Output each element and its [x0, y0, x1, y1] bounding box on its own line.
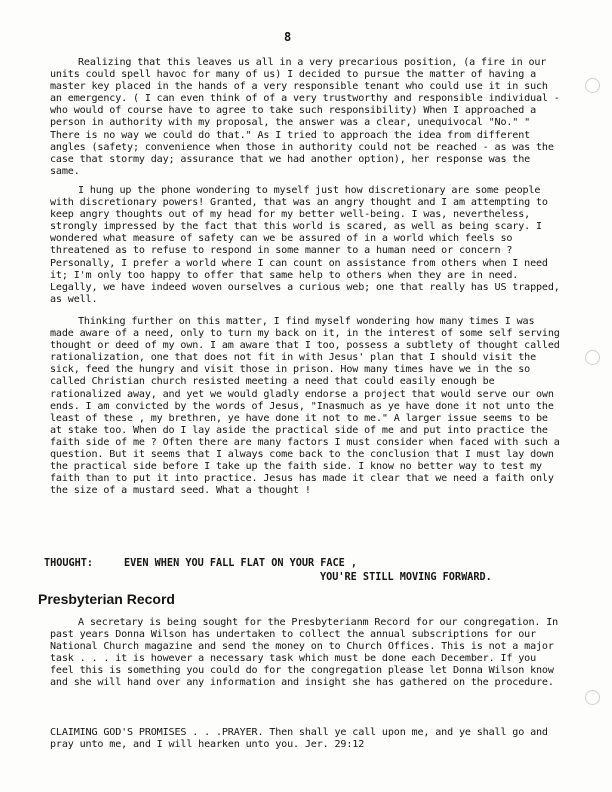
paragraph-master-key: [50, 57, 560, 178]
paragraph-text: Realizing that this leaves us all in a very precarious position, (a fire in our units could spell havoc for many of us) I decided to pursue the matter of having a master key placed in the hands of a very responsible tenant who could use it in such an emergency. ( I can even think of of a very trustworthy and responsible individual - who would of course have to agree to take such responsibility) When I approached a person in authority with my proposal, the answer was a clear, unequivocal "No." " There is no way we could do that." As I tried to approach the idea from different angles (safety; convenience when those in authority could not be reached - as was the case that stormy day; assurance that we had another option), her response was the same.: [50, 57, 560, 177]
page-number: 8: [284, 30, 292, 44]
paragraph-text: I hung up the phone wondering to myself just how discretionary are some people with discretionary powers! Granted, that was an angry thought and I am attempting to keep angry thoughts out of my head for my better well-being. I was, nevertheless, strongly impressed by the fact that this world is scared, as well as being scary. I wondered what measure of safety can we be assured of in a world which feels so threatened as to refuse to respond in some manner to a human need or concern ? Personally, I prefer a world where I can count on assistance from others when I need it; I'm only too happy to offer that same help to others when they are in need. Legally, we have indeed woven ourselves a curious web; one that really has US trapped, as well.: [50, 185, 560, 305]
thought-label: THOUGHT:: [44, 558, 94, 569]
paragraph-presbyterian-record: [50, 617, 560, 690]
section-heading: Presbyterian Record: [38, 591, 175, 607]
punch-hole: [585, 78, 600, 93]
punch-hole: [585, 690, 600, 705]
paragraph-claiming-promises: [50, 727, 560, 751]
punch-hole: [585, 350, 600, 365]
thought-line-1: EVEN WHEN YOU FALL FLAT ON YOUR FACE ,: [124, 558, 358, 569]
paragraph-text: A secretary is being sought for the Presbyterianm Record for our congregation. In past years Donna Wilson has undertaken to collect the annual subscriptions for our National Church magazine and send the money on to Church Offices. This is not a major task . . . it is however a necessary task which must be done each December. If you feel this is something you could do for the congregation please let Donna Wilson know and she will hand over any information and insight she has gathered on the procedure.: [50, 617, 559, 689]
thought-block: [44, 557, 544, 585]
paragraph-text: CLAIMING GOD'S PROMISES . . .PRAYER. Then shall ye call upon me, and ye shall go and pray unto me, and I will hearken unto you. Jer. 29:12: [50, 727, 548, 751]
paragraph-discretionary-powers: [50, 185, 560, 306]
paragraph-thinking-further: [50, 316, 560, 497]
paragraph-text: Thinking further on this matter, I find myself wondering how many times I was made aware of a need, only to turn my back on it, in the interest of some self serving thought or deed of my own. I am aware that I too, possess a subtlety of thought called rationalization, one that does not fit in with Jesus' plan that I should visit the sick, feed the hungry and visit those in prison. How many times have we in the so called Christian church resisted meeting a need that could easily enough be rationalized away, and yet we would gladly endorse a project that would serve our own ends. I am convicted by the words of Jesus, "Inasmuch as ye have done it not unto the least of these , my brethren, ye have done it not to me." A larger issue seems to be at stake too. When do I lay aside the practical side of me and put into practice the faith side of me ? Often there are many factors I must consider when faced with such a question. But it seems that I always come back to the conclusion that I must lay down the practical side before I take up the faith side. I know no better way to test my faith than to put it into practice. Jesus has made it clear that we need a faith only the size of a mustard seed. What a thought !: [50, 316, 560, 497]
thought-line-2: YOU'RE STILL MOVING FORWARD.: [320, 572, 492, 583]
